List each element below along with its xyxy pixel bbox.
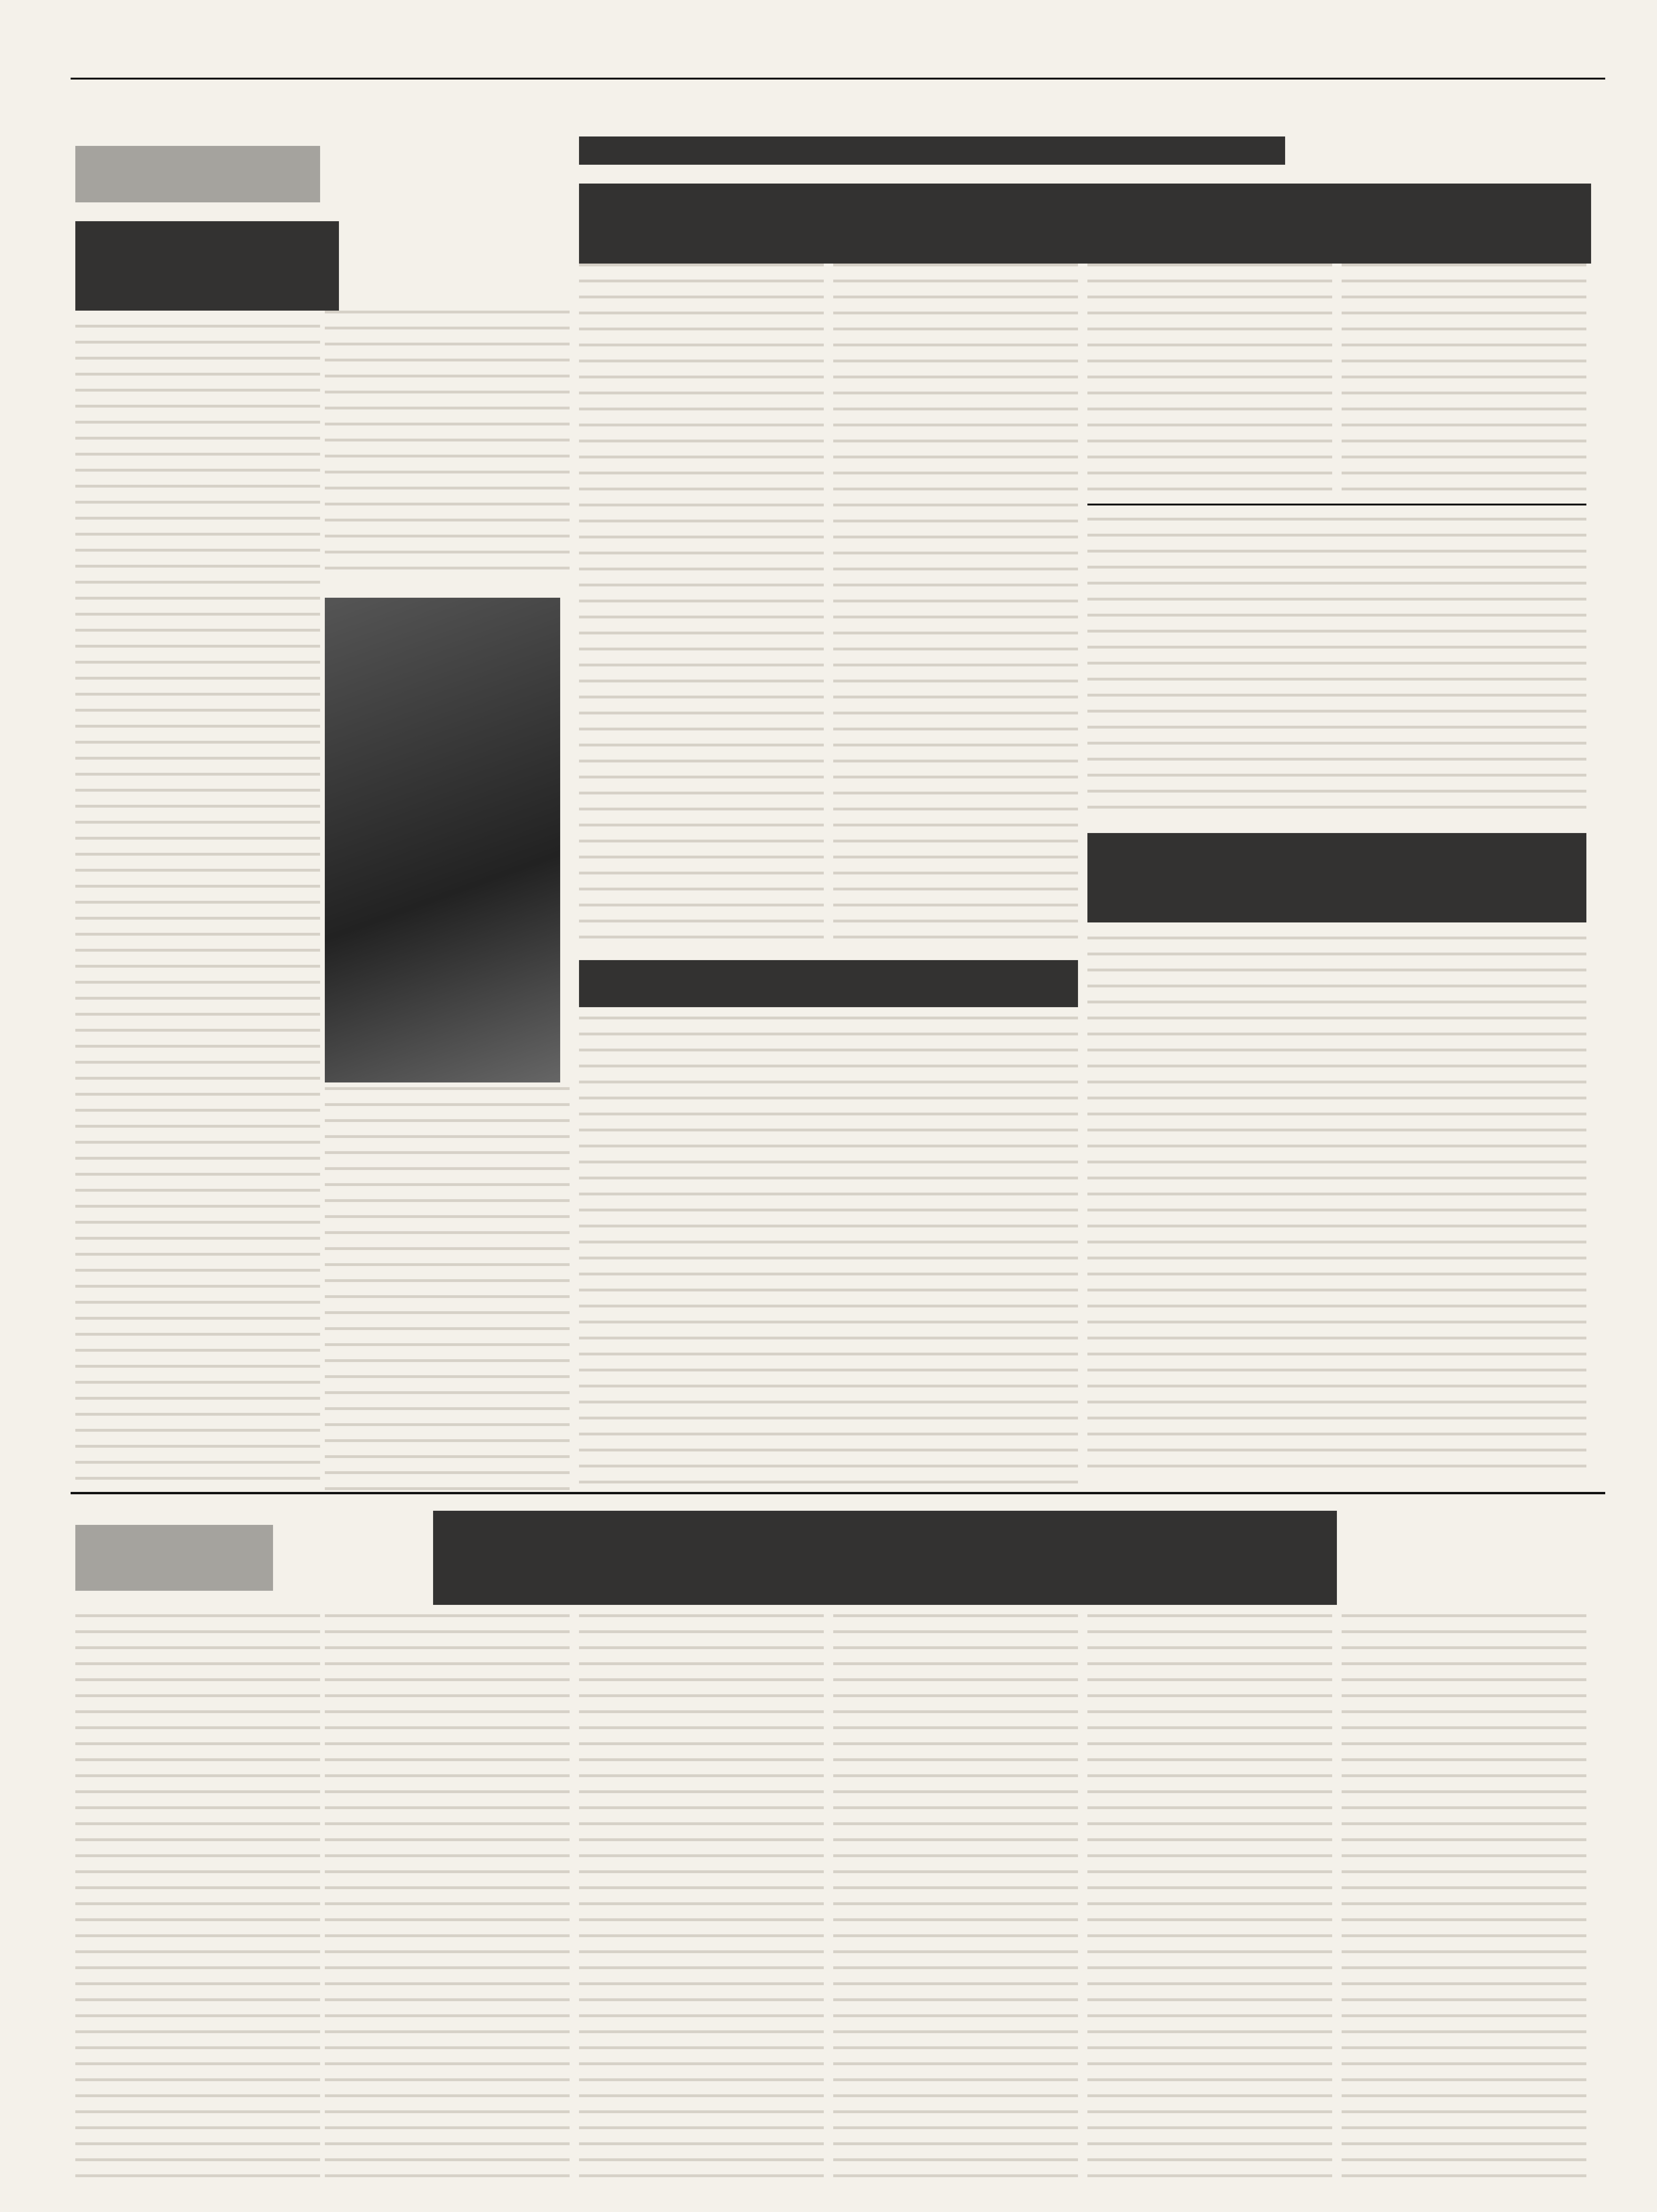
- page-header: [71, 45, 1605, 80]
- riera-article-text: [579, 1017, 1078, 1487]
- teams-box-text: [1087, 518, 1586, 819]
- section-banner: [75, 146, 320, 202]
- column-2-text: [325, 311, 570, 574]
- column-1-text: [75, 325, 320, 1492]
- teams-box-border: [1087, 504, 1586, 505]
- column-6-text: [1342, 264, 1586, 499]
- bottom-col-6: [1342, 1614, 1586, 2179]
- bottom-col-3: [579, 1614, 824, 2179]
- column-4-text: [833, 264, 1078, 946]
- bottom-col-2: [325, 1614, 570, 2179]
- bottom-col-4: [833, 1614, 1078, 2179]
- bottom-headline-bar: [433, 1511, 1337, 1605]
- left-headline-bar: [75, 221, 339, 311]
- column-2b-text: [325, 1087, 570, 1492]
- futebol-label-box: [75, 1525, 273, 1591]
- bottom-col-5: [1087, 1614, 1332, 2179]
- column-5-text: [1087, 264, 1332, 499]
- riera-headline-bar: [579, 960, 1078, 1007]
- runner-photo: [325, 598, 560, 1082]
- right-headline-bar: [1087, 833, 1586, 922]
- bottom-col-1: [75, 1614, 320, 2179]
- main-headline-bar: [579, 184, 1591, 264]
- section-divider: [71, 1492, 1605, 1494]
- column-3-text: [579, 264, 824, 946]
- right-article-text: [1087, 937, 1586, 1473]
- kicker-bar: [579, 136, 1285, 165]
